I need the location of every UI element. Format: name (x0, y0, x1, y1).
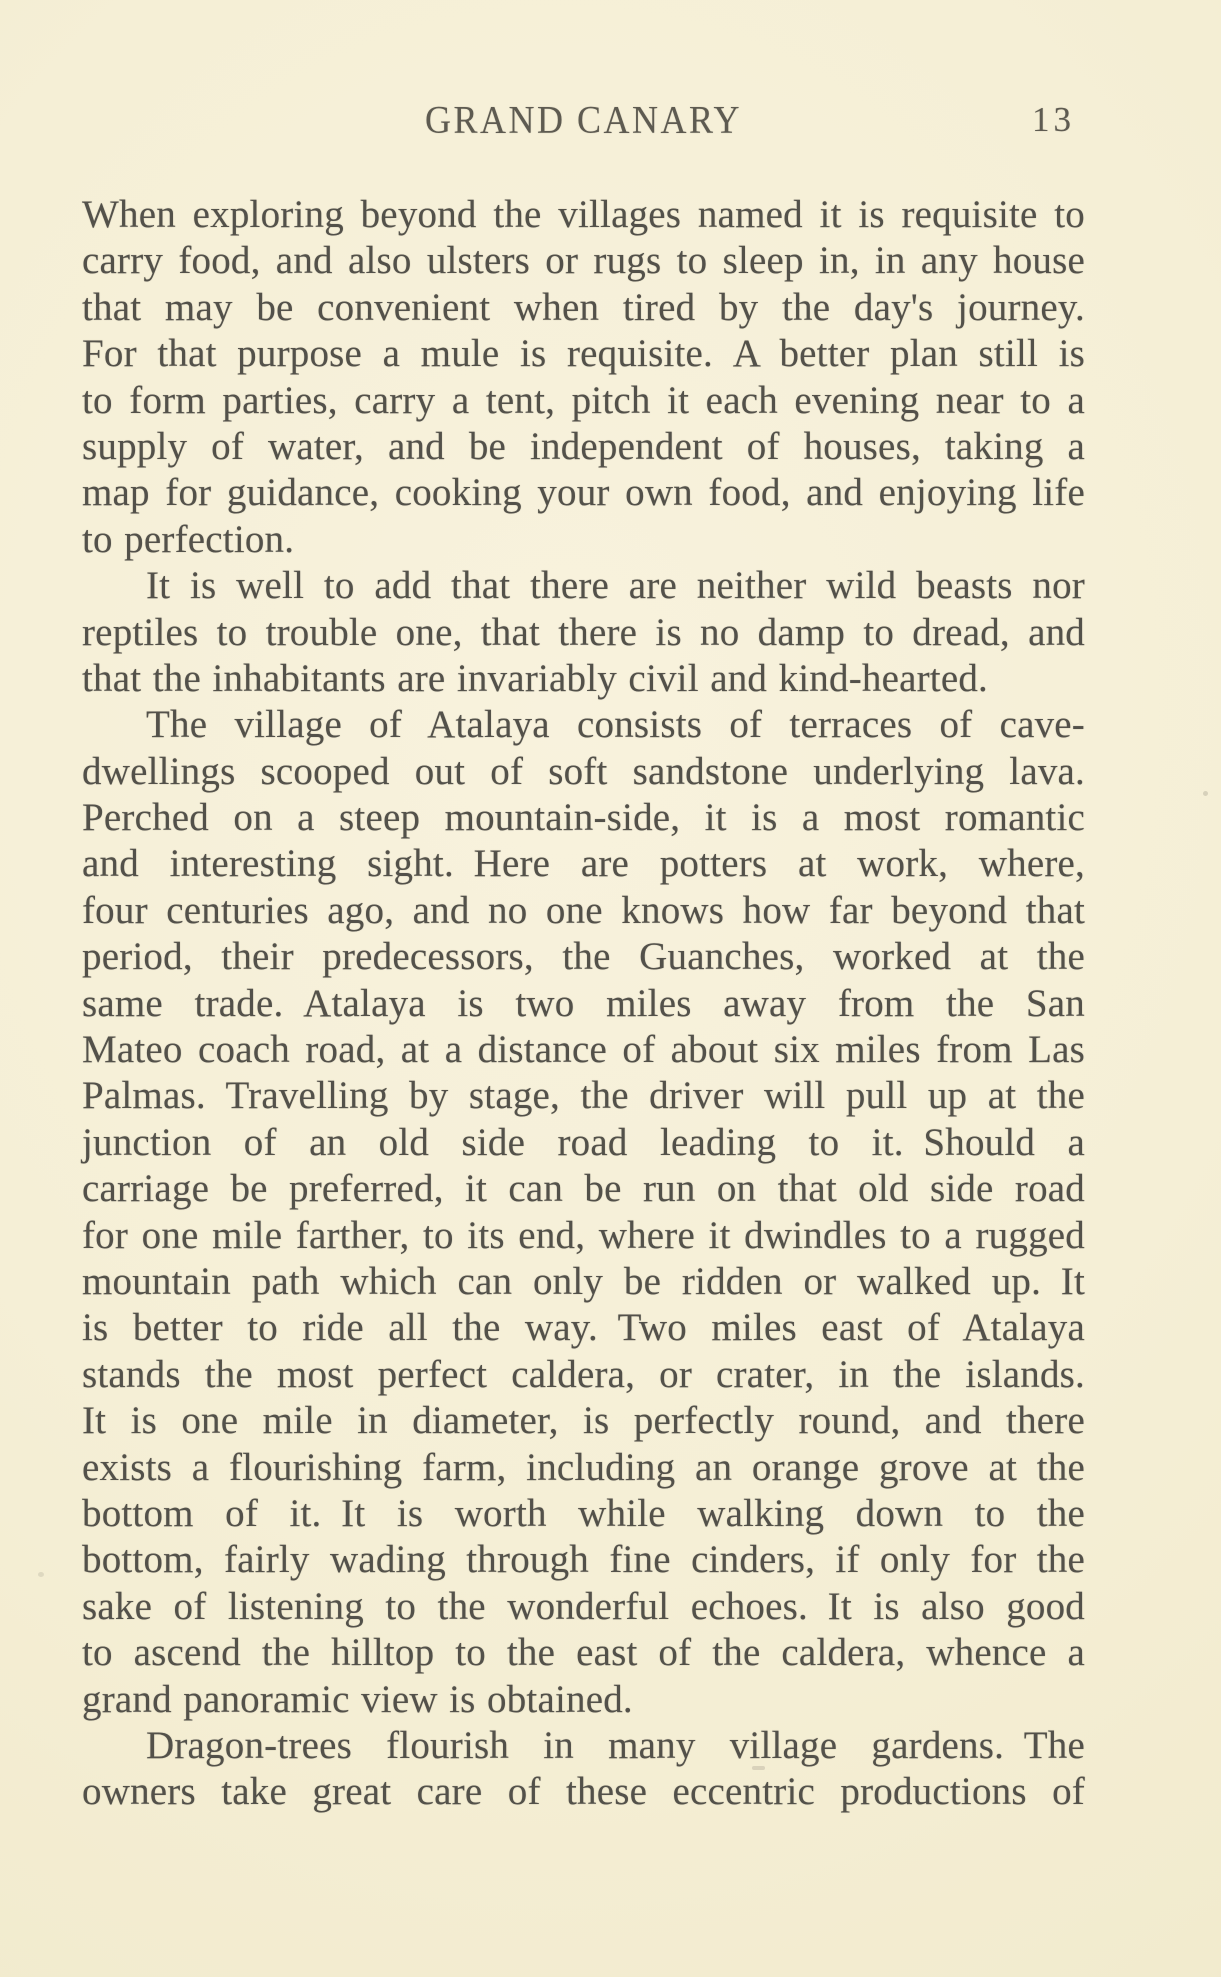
text-line: Dragon-trees flourish in many village gardens. The (146, 1723, 1085, 1767)
text-line: for one mile farther, to its end, where it dwindles to a rugged (82, 1213, 1085, 1257)
text-line: exists a flourishing farm, including an orange grove at the (82, 1445, 1085, 1489)
text-line: to ascend the hilltop to the east of the caldera, whence a (82, 1631, 1085, 1675)
text-line: reptiles to trouble one, that there is no damp to dread, and (82, 610, 1085, 654)
text-line: and interesting sight. Here are potters at work, where, (82, 842, 1085, 886)
text-line: junction of an old side road leading to it. Should a (82, 1120, 1085, 1164)
text-line: mountain path which can only be ridden or walked up. It (82, 1259, 1085, 1303)
page-header (82, 96, 1085, 148)
text-line: It is well to add that there are neither wild beasts nor (146, 564, 1085, 608)
scan-speck (38, 1572, 44, 1577)
text-line: sake of listening to the wonderful echoes. It is also good (82, 1584, 1085, 1628)
text-line: to perfection. (82, 517, 295, 561)
text-line: carriage be preferred, it can be run on that old side road (82, 1167, 1085, 1211)
text-line: dwellings scooped out of soft sandstone underlying lava. (82, 749, 1085, 793)
text-line: to form parties, carry a tent, pitch it each evening near to a (82, 378, 1085, 422)
text-line: Perched on a steep mountain-side, it is a most romantic (82, 796, 1085, 840)
text-line: supply of water, and be independent of houses, taking a (82, 424, 1085, 468)
text-line: It is one mile in diameter, is perfectly round, and there (82, 1399, 1085, 1443)
text-line: period, their predecessors, the Guanches, worked at the (82, 935, 1085, 979)
text-line: stands the most perfect caldera, or crater, in the islands. (82, 1352, 1085, 1396)
text-line: For that purpose a mule is requisite. A better plan still is (82, 332, 1085, 376)
running-title: GRAND CANARY (424, 97, 743, 142)
text-line: that the inhabitants are invariably civil and kind-hearted. (82, 656, 988, 700)
text-line: bottom of it. It is worth while walking down to the (82, 1491, 1085, 1535)
text-line: map for guidance, cooking your own food, and enjoying life (82, 471, 1085, 515)
text-line: The village of Atalaya consists of terraces of cave- (146, 703, 1085, 747)
text-line: same trade. Atalaya is two miles away from the San (82, 981, 1085, 1025)
text-line: that may be convenient when tired by the day's journey. (82, 285, 1085, 329)
text-line: carry food, and also ulsters or rugs to sleep in, in any house (82, 239, 1085, 283)
page-number: 13 (1032, 100, 1075, 139)
text-line: Mateo coach road, at a distance of about six miles from Las (82, 1028, 1085, 1072)
text-line: four centuries ago, and no one knows how far beyond that (82, 888, 1085, 932)
scan-speck (752, 1766, 765, 1770)
text-line: is better to ride all the way. Two miles east of Atalaya (82, 1306, 1085, 1350)
text-line: owners take great care of these eccentric productions of (82, 1770, 1085, 1814)
text-line: bottom, fairly wading through fine cinders, if only for the (82, 1538, 1085, 1582)
scan-speck (1203, 791, 1208, 796)
body-text (82, 192, 1085, 1816)
text-line: When exploring beyond the villages named it is requisite to (82, 193, 1085, 236)
text-line: grand panoramic view is obtained. (82, 1677, 633, 1721)
text-line: Palmas. Travelling by stage, the driver will pull up at the (82, 1074, 1085, 1118)
